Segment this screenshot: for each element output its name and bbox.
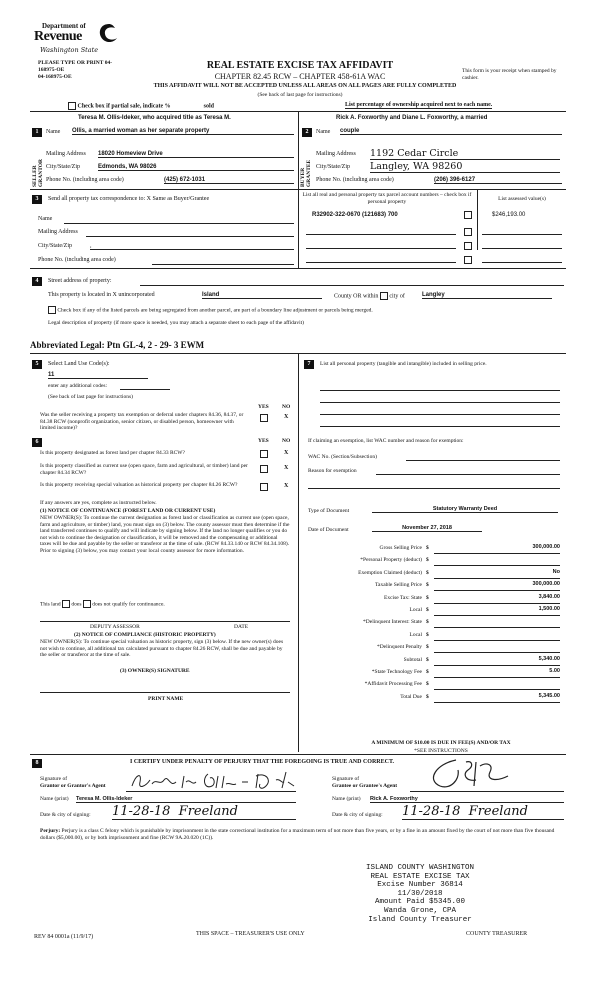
this-land-label: This land [40, 601, 61, 608]
section-5 [30, 358, 296, 438]
amount-value: 5.00 [434, 668, 560, 678]
stamp-line-3: Excise Number 36814 [377, 881, 463, 890]
city-of-label: city of [389, 293, 405, 300]
amount-label: Subtotal [403, 656, 422, 663]
amount-label: *State Technology Fee [371, 669, 422, 675]
amount-currency: $ [426, 693, 429, 700]
grantor-date-city: 11-28-18 Freeland [112, 804, 296, 820]
seller-city-label: City/State/Zip [46, 164, 80, 170]
amount-currency: $ [426, 594, 429, 601]
seller-name-line-1: Teresa M. Ollis-Ideker, who acquired title as Teresa M. [78, 115, 231, 121]
sold-label: sold [203, 103, 215, 110]
parcel-personal-checkbox-1[interactable] [464, 211, 472, 219]
buyer-phone: (206) 396-6127 [434, 177, 562, 184]
legal-description-label: Legal description of property (if more space is needed, you may attach a separate sheet to each page of the affidavit) [48, 320, 304, 326]
s3-phone-label: Phone No. (including area code) [38, 257, 116, 263]
receipt-note: This form is your receipt when stamped by cashier. [462, 68, 557, 81]
logo-dept-text: Department of [42, 22, 86, 30]
exemption-claim-label: If claiming an exemption, list WAC number and reason for exemption: [308, 438, 464, 444]
logo-swirl-icon [96, 22, 122, 46]
current-use-yes-checkbox[interactable] [260, 465, 268, 473]
q-current-use: Is this property classified as current use (open space, farm and agricultural, or timber) land per chapter 84.34 RCW? [40, 463, 248, 476]
amount-value: No [434, 569, 560, 579]
amount-label: *Delinquent Penalty [376, 644, 422, 651]
forest-yes-checkbox[interactable] [260, 450, 268, 458]
amount-currency: $ [426, 631, 429, 638]
amount-row [302, 606, 566, 617]
buyer-name-line-1: Rick A. Foxworthy and Diane L. Foxworthy, a married [336, 115, 488, 121]
amount-row [302, 668, 566, 679]
amount-label: *Delinquent Interest: State [363, 619, 422, 626]
wac-label: WAC No. (Section/Subsection) [308, 454, 377, 460]
date-label: DATE [234, 624, 249, 630]
parcel-number: R32902-322-0670 (121683) 700 [312, 212, 398, 218]
list-percentage-text: List percentage of ownership acquired next to each name. [345, 102, 493, 108]
amount-currency: $ [426, 644, 429, 651]
amount-label: Local [409, 607, 422, 613]
amount-currency: $ [426, 569, 429, 576]
tax-correspondence-label: Send all property tax correspondence to: X Same as Buyer/Grantee [48, 196, 210, 202]
stamp-line-2: REAL ESTATE EXCISE TAX [370, 872, 470, 881]
does-not-label: does not qualify for continuance. [92, 601, 165, 608]
print-name-label: PRINT NAME [148, 696, 184, 702]
buyer-side-label: BUYER GRANTEE [300, 159, 312, 187]
exemption-no-mark: X [284, 414, 289, 420]
seller-side-label: SELLER GRANTOR [32, 158, 44, 187]
amount-label: Exemption Claimed (deduct) [358, 569, 422, 576]
notice-1-text: NEW OWNER(S): To continue the current designation as forest land or classification as current use (open space, farm and agriculture, or timber) land, you must sign on (3) below. The county assessor must then determine if the land transferred continues to qualify and will indicate by signing below. If the land no longer qualifies or you do not wish to continue the designation or classification, it will be removed and the compensating or additional taxes will be due and payable by the seller or transferor at the time of sale. (RCW 84.33.140 or RCW 84.34.108). Prior to signing (3) below, you may contact your local county assessor for more information. [40, 515, 290, 554]
buyer-address-label: Mailing Address [316, 151, 356, 157]
grantee-sig-label-1: Signature of [332, 776, 360, 782]
partial-sale-checkbox[interactable] [68, 102, 76, 110]
form-subtitle: CHAPTER 82.45 RCW – CHAPTER 458-61A WAC [214, 72, 386, 81]
amount-currency: $ [426, 582, 429, 589]
s6-yes-header: YES [258, 438, 269, 444]
amount-currency: $ [426, 669, 429, 675]
amount-label: *Affidavit Processing Fee [364, 681, 422, 688]
owner-signature-label: (3) OWNER(S) SIGNATURE [120, 668, 190, 674]
perjury-body: Perjury is a class C felony which is punishable by imprisonment in the state correctional institution for a maximum term of not more than five years, or by a fine in an amount fixed by the court of not more than five thousand dollars ($5,000.00), or by both imprisonment and fine (RCW 9A.20.020 (1C)). [40, 828, 555, 841]
street-address-label: Street address of property: [48, 278, 112, 284]
grantor-print-name: Teresa M. Ollis-Ideker [76, 796, 296, 803]
warning-text: THIS AFFIDAVIT WILL NOT BE ACCEPTED UNLESS ALL AREAS ON ALL PAGES ARE FULLY COMPLETED [153, 83, 457, 89]
amount-currency: $ [426, 656, 429, 663]
amount-value: 1,500.00 [434, 606, 560, 616]
reason-label: Reason for exemption [308, 468, 357, 474]
see-back-text: (See back of last page for instructions) [257, 92, 343, 98]
parcel-personal-checkbox-4[interactable] [464, 256, 472, 264]
parcel-personal-checkbox-3[interactable] [464, 242, 472, 250]
stamp-line-4: 11/30/2018 [397, 889, 443, 898]
code-2: 04-168975-OE [38, 74, 72, 80]
notice-1-title: (1) NOTICE OF CONTINUANCE (FOREST LAND OR CURRENT USE) [40, 508, 216, 514]
seller-city: Edmonds, WA 98026 [98, 164, 294, 171]
section-4 [30, 272, 566, 330]
buyer-name-label: Name [316, 129, 331, 135]
city-of-checkbox[interactable] [380, 292, 388, 300]
parcel-header: List all real and personal property tax parcel account numbers – check box if personal property [302, 192, 472, 205]
amount-currency: $ [426, 557, 429, 564]
amount-value [434, 618, 560, 628]
seller-name-label: Name [46, 129, 61, 135]
land-use-label: Select Land Use Code(s): [48, 361, 110, 367]
s5-no-header: NO [282, 404, 291, 410]
doc-type-value: Statutory Warranty Deed [372, 506, 558, 513]
s3-city-label: City/State/Zip [38, 243, 72, 249]
section-6-badge: 6 [32, 438, 42, 447]
county-treasurer-label: COUNTY TREASURER [466, 931, 528, 937]
county-value: Island [202, 292, 322, 299]
amount-row [302, 544, 566, 555]
if-yes-text: If any answers are yes, complete as instructed below. [40, 500, 157, 506]
s3-city-value: , [90, 243, 294, 250]
exemption-question: Was the seller receiving a property tax exemption or deferral under chapters 84.36, 84.37, or 84.38 RCW (nonprofit organization, senior citizen, or disabled person, homeowner with limited income)? [40, 412, 244, 431]
amount-value [434, 643, 560, 653]
section-1-badge: 1 [32, 128, 42, 137]
notice-2-text: NEW OWNER(S): To continue special valuation as historic property, sign (3) below. If the new owner(s) does not wish to continue, all additional tax calculated pursuant to chapter 84.26 RCW, shall be due and payable by the seller or transferor at the time of sale. [40, 639, 284, 659]
amount-value: 5,345.00 [434, 693, 560, 703]
seller-phone-label: Phone No. (including area code) [46, 177, 124, 183]
grantee-name-label: Name (print) [332, 796, 361, 802]
amount-row [302, 556, 566, 567]
see-instructions-text: *SEE INSTRUCTIONS [414, 748, 468, 754]
abbreviated-legal-value: Ptn GL-4, 2 - 29- 3 EWM [106, 340, 205, 350]
amount-label: Local [409, 631, 422, 638]
exemption-yes-checkbox[interactable] [260, 414, 268, 422]
s5-see-back: (See back of last page for instructions) [48, 394, 133, 400]
doc-type-label: Type of Document [308, 508, 350, 514]
minimum-text: A MINIMUM OF $10.00 IS DUE IN FEE(S) AND/OR TAX [371, 740, 511, 746]
buyer-address: 1192 Cedar Circle [370, 148, 560, 160]
amount-row [302, 618, 566, 629]
amount-label: Gross Selling Price [379, 545, 422, 551]
parties-section [30, 111, 566, 190]
amount-label: Taxable Selling Price [375, 582, 422, 589]
county-or-city [334, 292, 405, 300]
amount-row [302, 680, 566, 691]
s3-name-label: Name [38, 216, 53, 222]
s6-no-header: NO [282, 438, 291, 444]
amount-row [302, 594, 566, 605]
stamp-line-1: ISLAND COUNTY WASHINGTON [365, 864, 475, 872]
buyer-phone-label: Phone No. (including area code) [316, 177, 394, 183]
stamp-line-6: Wanda Grone, CPA [383, 906, 456, 915]
assessed-value: $246,193.00 [492, 212, 526, 218]
s3-address-label: Mailing Address [38, 229, 78, 235]
located-label: This property is located in X unincorporated [48, 292, 155, 298]
logo-revenue-text: Revenue [34, 29, 82, 44]
section-8 [30, 756, 566, 856]
grantor-sig-label-1: Signature of [40, 776, 68, 782]
buyer-city-label: City/State/Zip [316, 164, 350, 170]
grantee-date-city: 11-28-18 Freeland [402, 804, 564, 820]
section-7-badge: 7 [304, 360, 314, 369]
grantor-name-label: Name (print) [40, 796, 69, 802]
does-not-checkbox[interactable] [83, 600, 91, 608]
deputy-assessor-label: DEPUTY ASSESSOR [90, 624, 140, 630]
doc-date-label: Date of Document [308, 527, 349, 533]
grantee-print-name: Rick A. Foxworthy [370, 796, 564, 803]
buyer-name-line-2: couple [340, 128, 562, 135]
assessed-header: List assessed value(s) [498, 196, 546, 202]
segregated-checkbox[interactable] [48, 306, 56, 314]
forest-no-mark: X [284, 450, 289, 456]
section-3 [30, 190, 566, 269]
abbreviated-legal-label: Abbreviated Legal: [30, 340, 105, 350]
section-4-badge: 4 [32, 277, 42, 286]
grantor-sig-label-2: Grantor or Grantor's Agent [40, 783, 106, 789]
section-3-badge: 3 [32, 195, 42, 204]
treasurer-use-only: THIS SPACE – TREASURER'S USE ONLY [196, 931, 305, 937]
does-checkbox[interactable] [62, 600, 70, 608]
amount-currency: $ [426, 619, 429, 626]
additional-codes-label: enter any additional codes: [48, 383, 108, 389]
does-label: does [71, 601, 82, 608]
please-type-text: PLEASE TYPE OR PRINT 04- [38, 60, 113, 66]
amount-value: 300,000.00 [434, 544, 560, 554]
amount-row [302, 581, 566, 592]
parcel-personal-checkbox-2[interactable] [464, 228, 472, 236]
partial-sale-row [68, 102, 214, 110]
form-title: REAL ESTATE EXCISE TAX AFFIDAVIT [206, 60, 394, 71]
amount-currency: $ [426, 681, 429, 688]
amount-row [302, 569, 566, 580]
stamp-line-7: Island County Treasurer [368, 915, 472, 924]
current-use-no-mark: X [284, 465, 289, 471]
revenue-logo [34, 20, 124, 58]
doc-date-value: November 27, 2018 [372, 525, 482, 532]
partial-sale-label: Check box if partial sale, indicate % [77, 103, 171, 110]
seller-address: 18020 Homeview Drive [98, 151, 294, 158]
stamp-line-5: Amount Paid $5345.00 [374, 898, 465, 907]
amount-value: 5,340.00 [434, 656, 560, 666]
seller-name-line-2: Ollis, a married woman as her separate property [72, 128, 294, 135]
perjury-text [40, 828, 566, 842]
section-7 [302, 358, 566, 754]
personal-property-label: List all personal property (tangible and intangible) included in selling price. [320, 361, 487, 367]
amount-row [302, 631, 566, 642]
form-revision: REV 84 0001a (11/9/17) [34, 934, 94, 940]
certify-text: I CERTIFY UNDER PENALTY OF PERJURY THAT THE FOREGOING IS TRUE AND CORRECT. [130, 759, 395, 765]
seller-address-label: Mailing Address [46, 151, 86, 157]
s5-yes-header: YES [258, 404, 269, 410]
historic-no-mark: X [284, 483, 289, 489]
amount-row [302, 643, 566, 654]
continuance-row [40, 600, 165, 608]
section-2-badge: 2 [302, 128, 312, 137]
land-use-code: 11 [48, 372, 148, 379]
buyer-city: Langley, WA 98260 [370, 161, 560, 173]
notice-2-title: (2) NOTICE OF COMPLIANCE (HISTORIC PROPERTY) [74, 632, 216, 638]
amount-currency: $ [426, 545, 429, 551]
logo-state-text: Washington State [40, 46, 99, 54]
amount-value [434, 680, 560, 690]
amount-label: Excise Tax: State [383, 594, 422, 601]
treasurer-stamp [350, 864, 490, 924]
section-8-badge: 8 [32, 759, 42, 768]
amount-label: *Personal Property (deduct) [360, 557, 422, 564]
amount-row [302, 693, 566, 704]
amount-label: Total Due [400, 693, 422, 700]
section-6 [30, 438, 296, 750]
segregated-label: Check box if any of the listed parcels are being segregated from another parcel, are part of a boundary line adjustment or parcels being merged. [57, 307, 373, 314]
q-historic: Is this property receiving special valuation as historical property per chapter 84.26 RCW? [40, 482, 238, 488]
code-1: 168975-OE [38, 67, 65, 73]
amount-value: 300,000.00 [434, 581, 560, 591]
amount-value [434, 556, 560, 566]
county-or-label: County OR within [334, 293, 379, 300]
seller-phone: (425) 672-1031 [164, 177, 294, 184]
grantee-sig-label-2: Grantee or Grantee's Agent [332, 783, 398, 789]
city-value: Langley [422, 292, 552, 299]
grantee-signature [416, 756, 526, 794]
grantee-date-city-label: Date & city of signing: [332, 812, 383, 818]
abbreviated-legal-row [30, 340, 204, 350]
segregated-row [48, 306, 373, 314]
grantor-date-city-label: Date & city of signing: [40, 812, 91, 818]
q-forest-land: Is this property designated as forest land per chapter 84.33 RCW? [40, 450, 185, 456]
amount-value: 3,840.00 [434, 594, 560, 604]
perjury-label: Perjury: [40, 828, 61, 834]
amount-row [302, 656, 566, 667]
amount-currency: $ [426, 607, 429, 613]
historic-yes-checkbox[interactable] [260, 483, 268, 491]
amount-value [434, 631, 560, 641]
section-5-badge: 5 [32, 360, 42, 369]
